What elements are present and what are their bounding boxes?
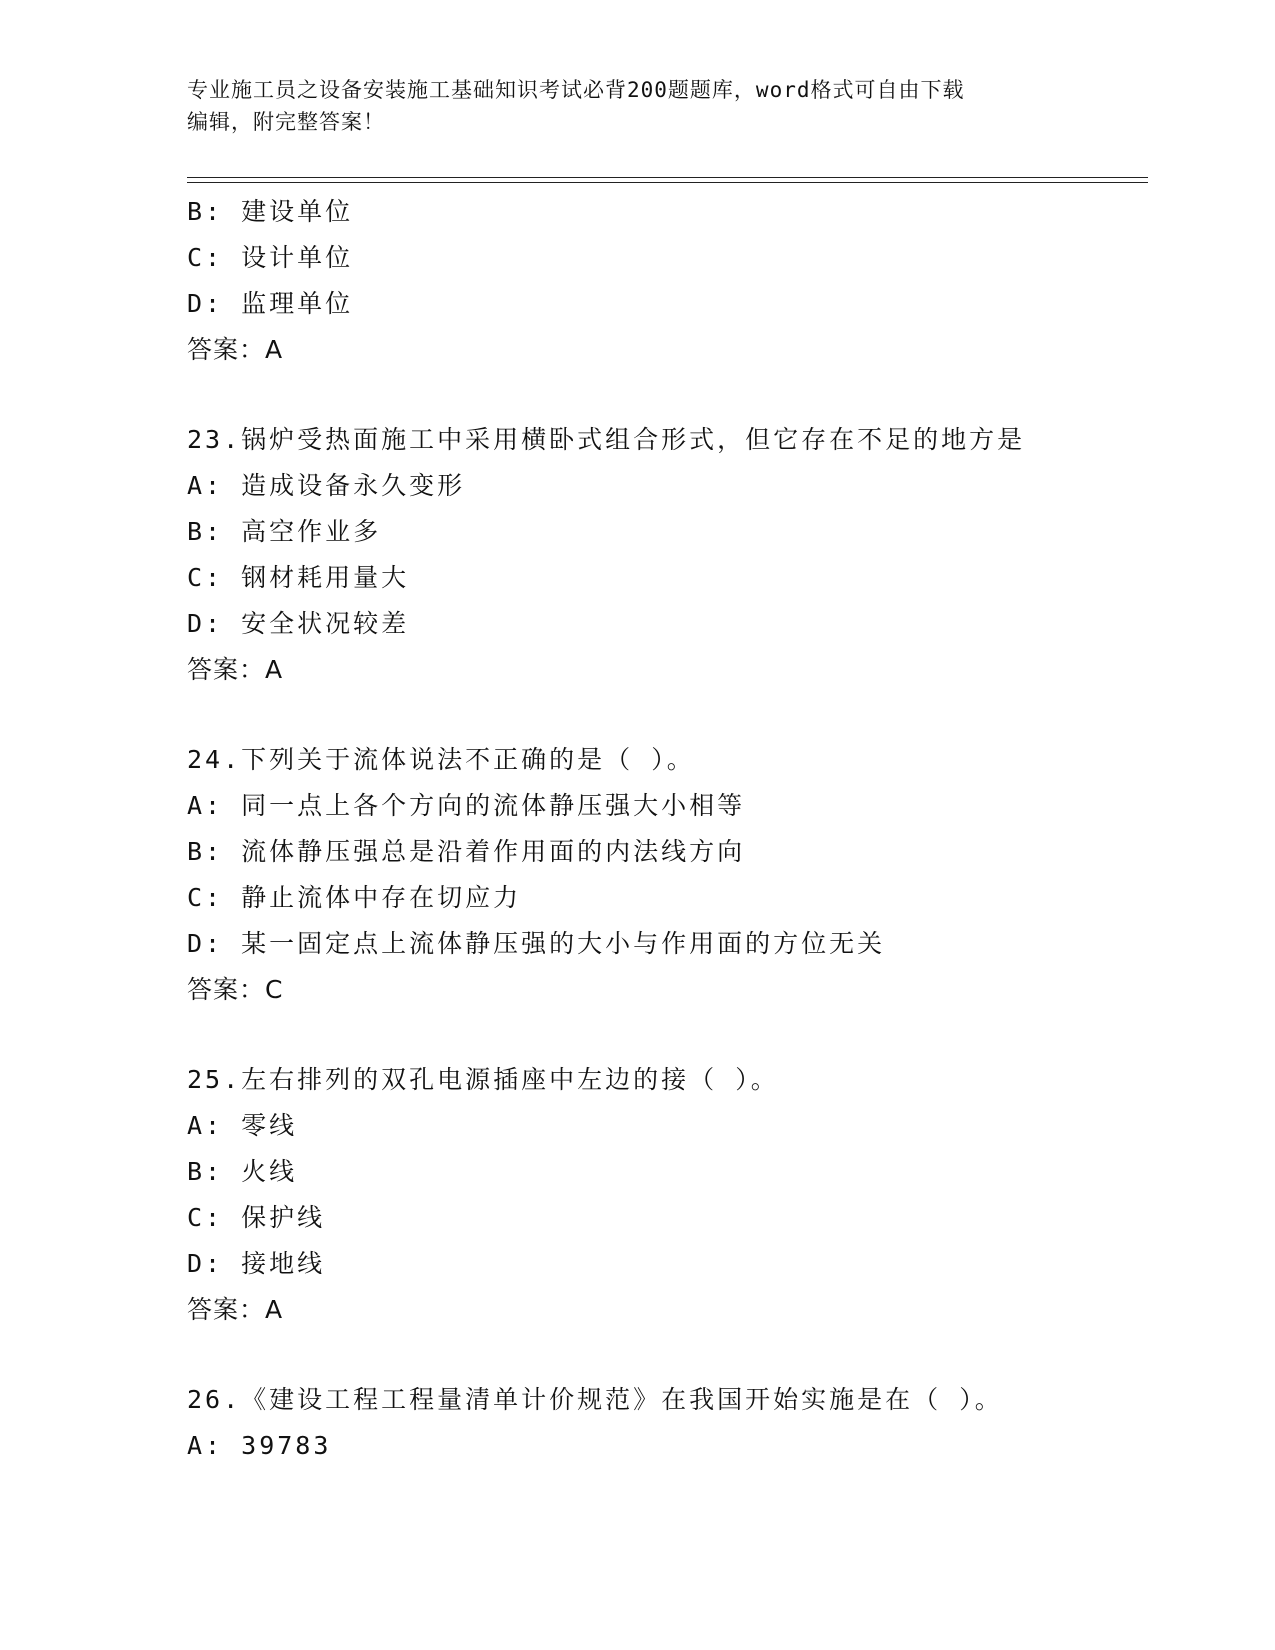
question-25 (187, 1057, 1147, 1333)
option-d: D: 监理单位 (187, 289, 354, 318)
question-22 (187, 189, 1147, 373)
question-text: 25.左右排列的双孔电源插座中左边的接（ ）。 (187, 1065, 779, 1094)
option-d: D: 接地线 (187, 1249, 326, 1278)
option-b: B: 高空作业多 (187, 517, 382, 546)
option-a: A: 同一点上各个方向的流体静压强大小相等 (187, 791, 746, 820)
option-c: C: 保护线 (187, 1203, 326, 1232)
answer-line: 答案：A (187, 335, 284, 364)
option-a: A: 39783 (187, 1431, 332, 1460)
question-24 (187, 737, 1147, 1013)
answer-line: 答案：A (187, 655, 284, 684)
option-c: C: 静止流体中存在切应力 (187, 883, 522, 912)
option-a: A: 造成设备永久变形 (187, 471, 466, 500)
option-b: B: 流体静压强总是沿着作用面的内法线方向 (187, 837, 746, 866)
option-b: B: 建设单位 (187, 197, 354, 226)
option-c: C: 设计单位 (187, 243, 354, 272)
option-c: C: 钢材耗用量大 (187, 563, 410, 592)
header-divider-bottom (187, 182, 1148, 183)
header-title-line2: 编辑，附完整答案！ (187, 110, 385, 134)
question-text: 26.《建设工程工程量清单计价规范》在我国开始实施是在（ ）。 (187, 1385, 1003, 1414)
question-26 (187, 1377, 1147, 1469)
answer-line: 答案：A (187, 1295, 284, 1324)
document-header (187, 74, 1087, 138)
header-divider-top (187, 177, 1148, 178)
question-text: 23.锅炉受热面施工中采用横卧式组合形式，但它存在不足的地方是 (187, 425, 1026, 454)
question-23 (187, 417, 1147, 693)
header-title-line1: 专业施工员之设备安装施工基础知识考试必背200题题库，word格式可自由下载 (187, 78, 965, 102)
question-list (187, 189, 1147, 1469)
option-d: D: 某一固定点上流体静压强的大小与作用面的方位无关 (187, 929, 886, 958)
question-text: 24.下列关于流体说法不正确的是（ ）。 (187, 745, 695, 774)
option-a: A: 零线 (187, 1111, 298, 1140)
answer-line: 答案：C (187, 975, 284, 1004)
option-b: B: 火线 (187, 1157, 298, 1186)
option-d: D: 安全状况较差 (187, 609, 410, 638)
